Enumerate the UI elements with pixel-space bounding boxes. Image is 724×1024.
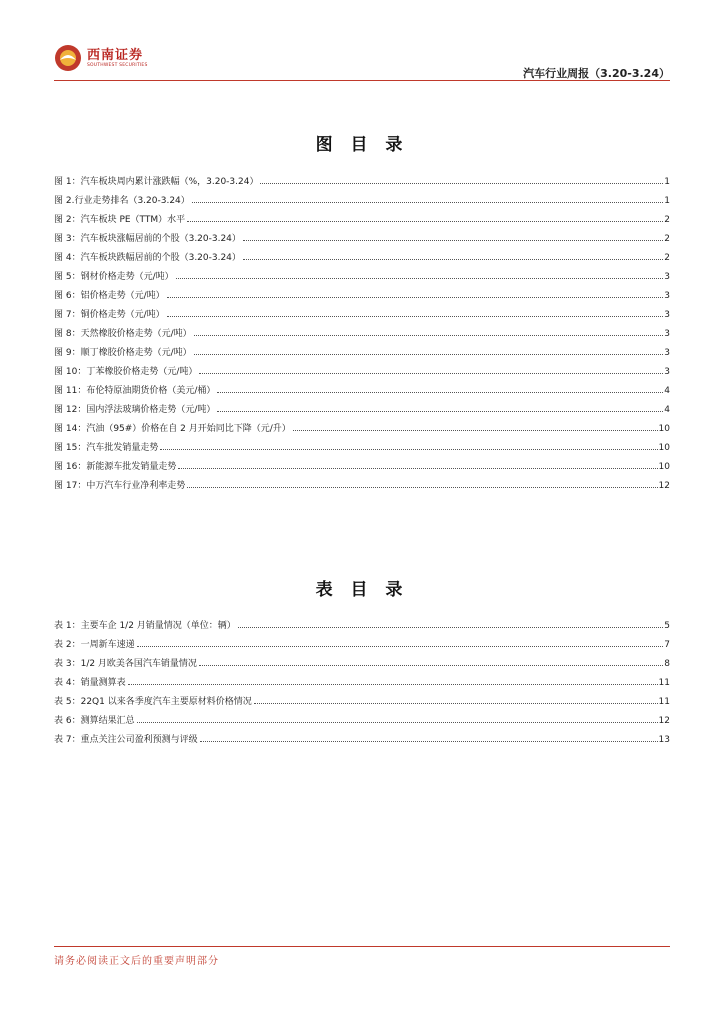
toc-entry-label: 表 7：重点关注公司盈利预测与评级 — [54, 735, 198, 745]
toc-leader-dots — [238, 627, 663, 628]
toc-entry-page: 8 — [664, 659, 670, 669]
toc-leader-dots — [217, 411, 663, 412]
toc-entry-page: 10 — [658, 462, 670, 472]
toc-entry[interactable] — [54, 669, 670, 688]
toc-entry-page: 4 — [664, 405, 670, 415]
footer-disclaimer: 请务必阅读正文后的重要声明部分 — [54, 956, 219, 967]
toc-entry[interactable] — [54, 415, 670, 434]
logo-emblem-icon — [54, 44, 82, 72]
toc-entry[interactable] — [54, 168, 670, 187]
toc-leader-dots — [160, 449, 657, 450]
toc-entry[interactable] — [54, 612, 670, 631]
toc-entry-page: 11 — [658, 678, 670, 688]
toc-entry-label: 图 16：新能源车批发销量走势 — [54, 462, 177, 472]
toc-entry-label: 表 3：1/2 月欧美各国汽车销量情况 — [54, 659, 197, 669]
toc-entry[interactable] — [54, 631, 670, 650]
toc-entry-page: 3 — [664, 348, 670, 358]
toc-entry-label: 表 1：主要车企 1/2 月销量情况（单位：辆） — [54, 621, 236, 631]
toc-leader-dots — [194, 354, 664, 355]
toc-entry[interactable] — [54, 396, 670, 415]
toc-entry-page: 5 — [664, 621, 670, 631]
toc-entry-page: 7 — [664, 640, 670, 650]
toc-entry-label: 表 5：22Q1 以来各季度汽车主要原材料价格情况 — [54, 697, 252, 707]
toc-leader-dots — [137, 646, 664, 647]
toc-entry[interactable] — [54, 301, 670, 320]
toc-entry[interactable] — [54, 377, 670, 396]
toc-leader-dots — [167, 316, 664, 317]
report-title: 汽车行业周报（3.20-3.24） — [523, 67, 670, 80]
toc-entry-label: 图 3：汽车板块涨幅居前的个股（3.20-3.24） — [54, 234, 241, 244]
toc-leader-dots — [176, 278, 664, 279]
toc-entry-label: 表 2：一周新车速递 — [54, 640, 135, 650]
toc-entry-page: 3 — [664, 329, 670, 339]
toc-leader-dots — [128, 684, 658, 685]
toc-entry[interactable] — [54, 263, 670, 282]
toc-entry-page: 3 — [664, 310, 670, 320]
toc-entry[interactable] — [54, 472, 670, 491]
tables-toc-title: 表 目 录 — [315, 580, 409, 600]
toc-leader-dots — [187, 221, 663, 222]
toc-entry-label: 图 8：天然橡胶价格走势（元/吨） — [54, 329, 192, 339]
toc-entry-page: 2 — [664, 253, 670, 263]
toc-entry-label: 图 2.行业走势排名（3.20-3.24） — [54, 196, 190, 206]
toc-entry-page: 11 — [658, 697, 670, 707]
company-logo — [54, 44, 148, 72]
toc-entry-page: 3 — [664, 367, 670, 377]
toc-entry-label: 图 15：汽车批发销量走势 — [54, 443, 159, 453]
toc-entry[interactable] — [54, 339, 670, 358]
toc-entry[interactable] — [54, 320, 670, 339]
toc-entry-page: 10 — [658, 424, 670, 434]
toc-leader-dots — [293, 430, 658, 431]
figures-toc-title: 图 目 录 — [315, 135, 409, 155]
toc-leader-dots — [167, 297, 664, 298]
toc-entry[interactable] — [54, 206, 670, 225]
toc-leader-dots — [137, 722, 658, 723]
toc-entry-label: 图 4：汽车板块跌幅居前的个股（3.20-3.24） — [54, 253, 241, 263]
toc-entry[interactable] — [54, 707, 670, 726]
toc-entry-page: 1 — [664, 177, 670, 187]
toc-entry[interactable] — [54, 187, 670, 206]
toc-entry-label: 图 12：国内浮法玻璃价格走势（元/吨） — [54, 405, 216, 415]
toc-entry[interactable] — [54, 434, 670, 453]
toc-entry-label: 表 4：销量测算表 — [54, 678, 126, 688]
logo-text-cn: 西南证券 — [87, 47, 144, 63]
toc-entry-label: 图 17：中万汽车行业净利率走势 — [54, 481, 186, 491]
toc-leader-dots — [254, 703, 658, 704]
toc-leader-dots — [199, 373, 663, 374]
header-divider — [54, 80, 670, 81]
toc-entry-page: 13 — [658, 735, 670, 745]
toc-entry-label: 图 10：丁苯橡胶价格走势（元/吨） — [54, 367, 198, 377]
tables-toc-list — [54, 612, 670, 745]
toc-entry-page: 4 — [664, 386, 670, 396]
figures-toc-list — [54, 168, 670, 491]
footer-divider — [54, 946, 670, 947]
toc-leader-dots — [192, 202, 663, 203]
toc-entry-page: 2 — [664, 234, 670, 244]
toc-entry-label: 图 11：布伦特原油期货价格（美元/桶） — [54, 386, 216, 396]
toc-entry-label: 图 6：铝价格走势（元/吨） — [54, 291, 165, 301]
toc-entry-label: 图 5：钢材价格走势（元/吨） — [54, 272, 174, 282]
toc-entry[interactable] — [54, 453, 670, 472]
toc-entry[interactable] — [54, 688, 670, 707]
toc-entry-label: 图 9：顺丁橡胶价格走势（元/吨） — [54, 348, 192, 358]
toc-leader-dots — [260, 183, 663, 184]
toc-entry-label: 图 2：汽车板块 PE（TTM）水平 — [54, 215, 186, 225]
toc-leader-dots — [200, 741, 658, 742]
toc-leader-dots — [243, 259, 663, 260]
logo-text-en: SOUTHWEST SECURITIES — [87, 62, 148, 68]
toc-entry-label: 表 6：测算结果汇总 — [54, 716, 135, 726]
toc-entry[interactable] — [54, 225, 670, 244]
toc-entry-page: 2 — [664, 215, 670, 225]
toc-entry[interactable] — [54, 358, 670, 377]
toc-entry-page: 10 — [658, 443, 670, 453]
toc-entry[interactable] — [54, 650, 670, 669]
toc-entry-page: 3 — [664, 291, 670, 301]
toc-entry-label: 图 14：汽油（95#）价格在自 2 月开始同比下降（元/升） — [54, 424, 291, 434]
toc-leader-dots — [194, 335, 664, 336]
toc-leader-dots — [178, 468, 657, 469]
toc-entry-page: 12 — [658, 716, 670, 726]
toc-entry[interactable] — [54, 282, 670, 301]
toc-leader-dots — [199, 665, 663, 666]
toc-leader-dots — [187, 487, 657, 488]
toc-entry-label: 图 1：汽车板块周内累计涨跌幅（%，3.20-3.24） — [54, 177, 259, 187]
toc-leader-dots — [243, 240, 663, 241]
toc-entry[interactable] — [54, 244, 670, 263]
toc-leader-dots — [217, 392, 663, 393]
toc-entry[interactable] — [54, 726, 670, 745]
toc-entry-page: 1 — [664, 196, 670, 206]
toc-entry-label: 图 7：铜价格走势（元/吨） — [54, 310, 165, 320]
toc-entry-page: 12 — [658, 481, 670, 491]
toc-entry-page: 3 — [664, 272, 670, 282]
